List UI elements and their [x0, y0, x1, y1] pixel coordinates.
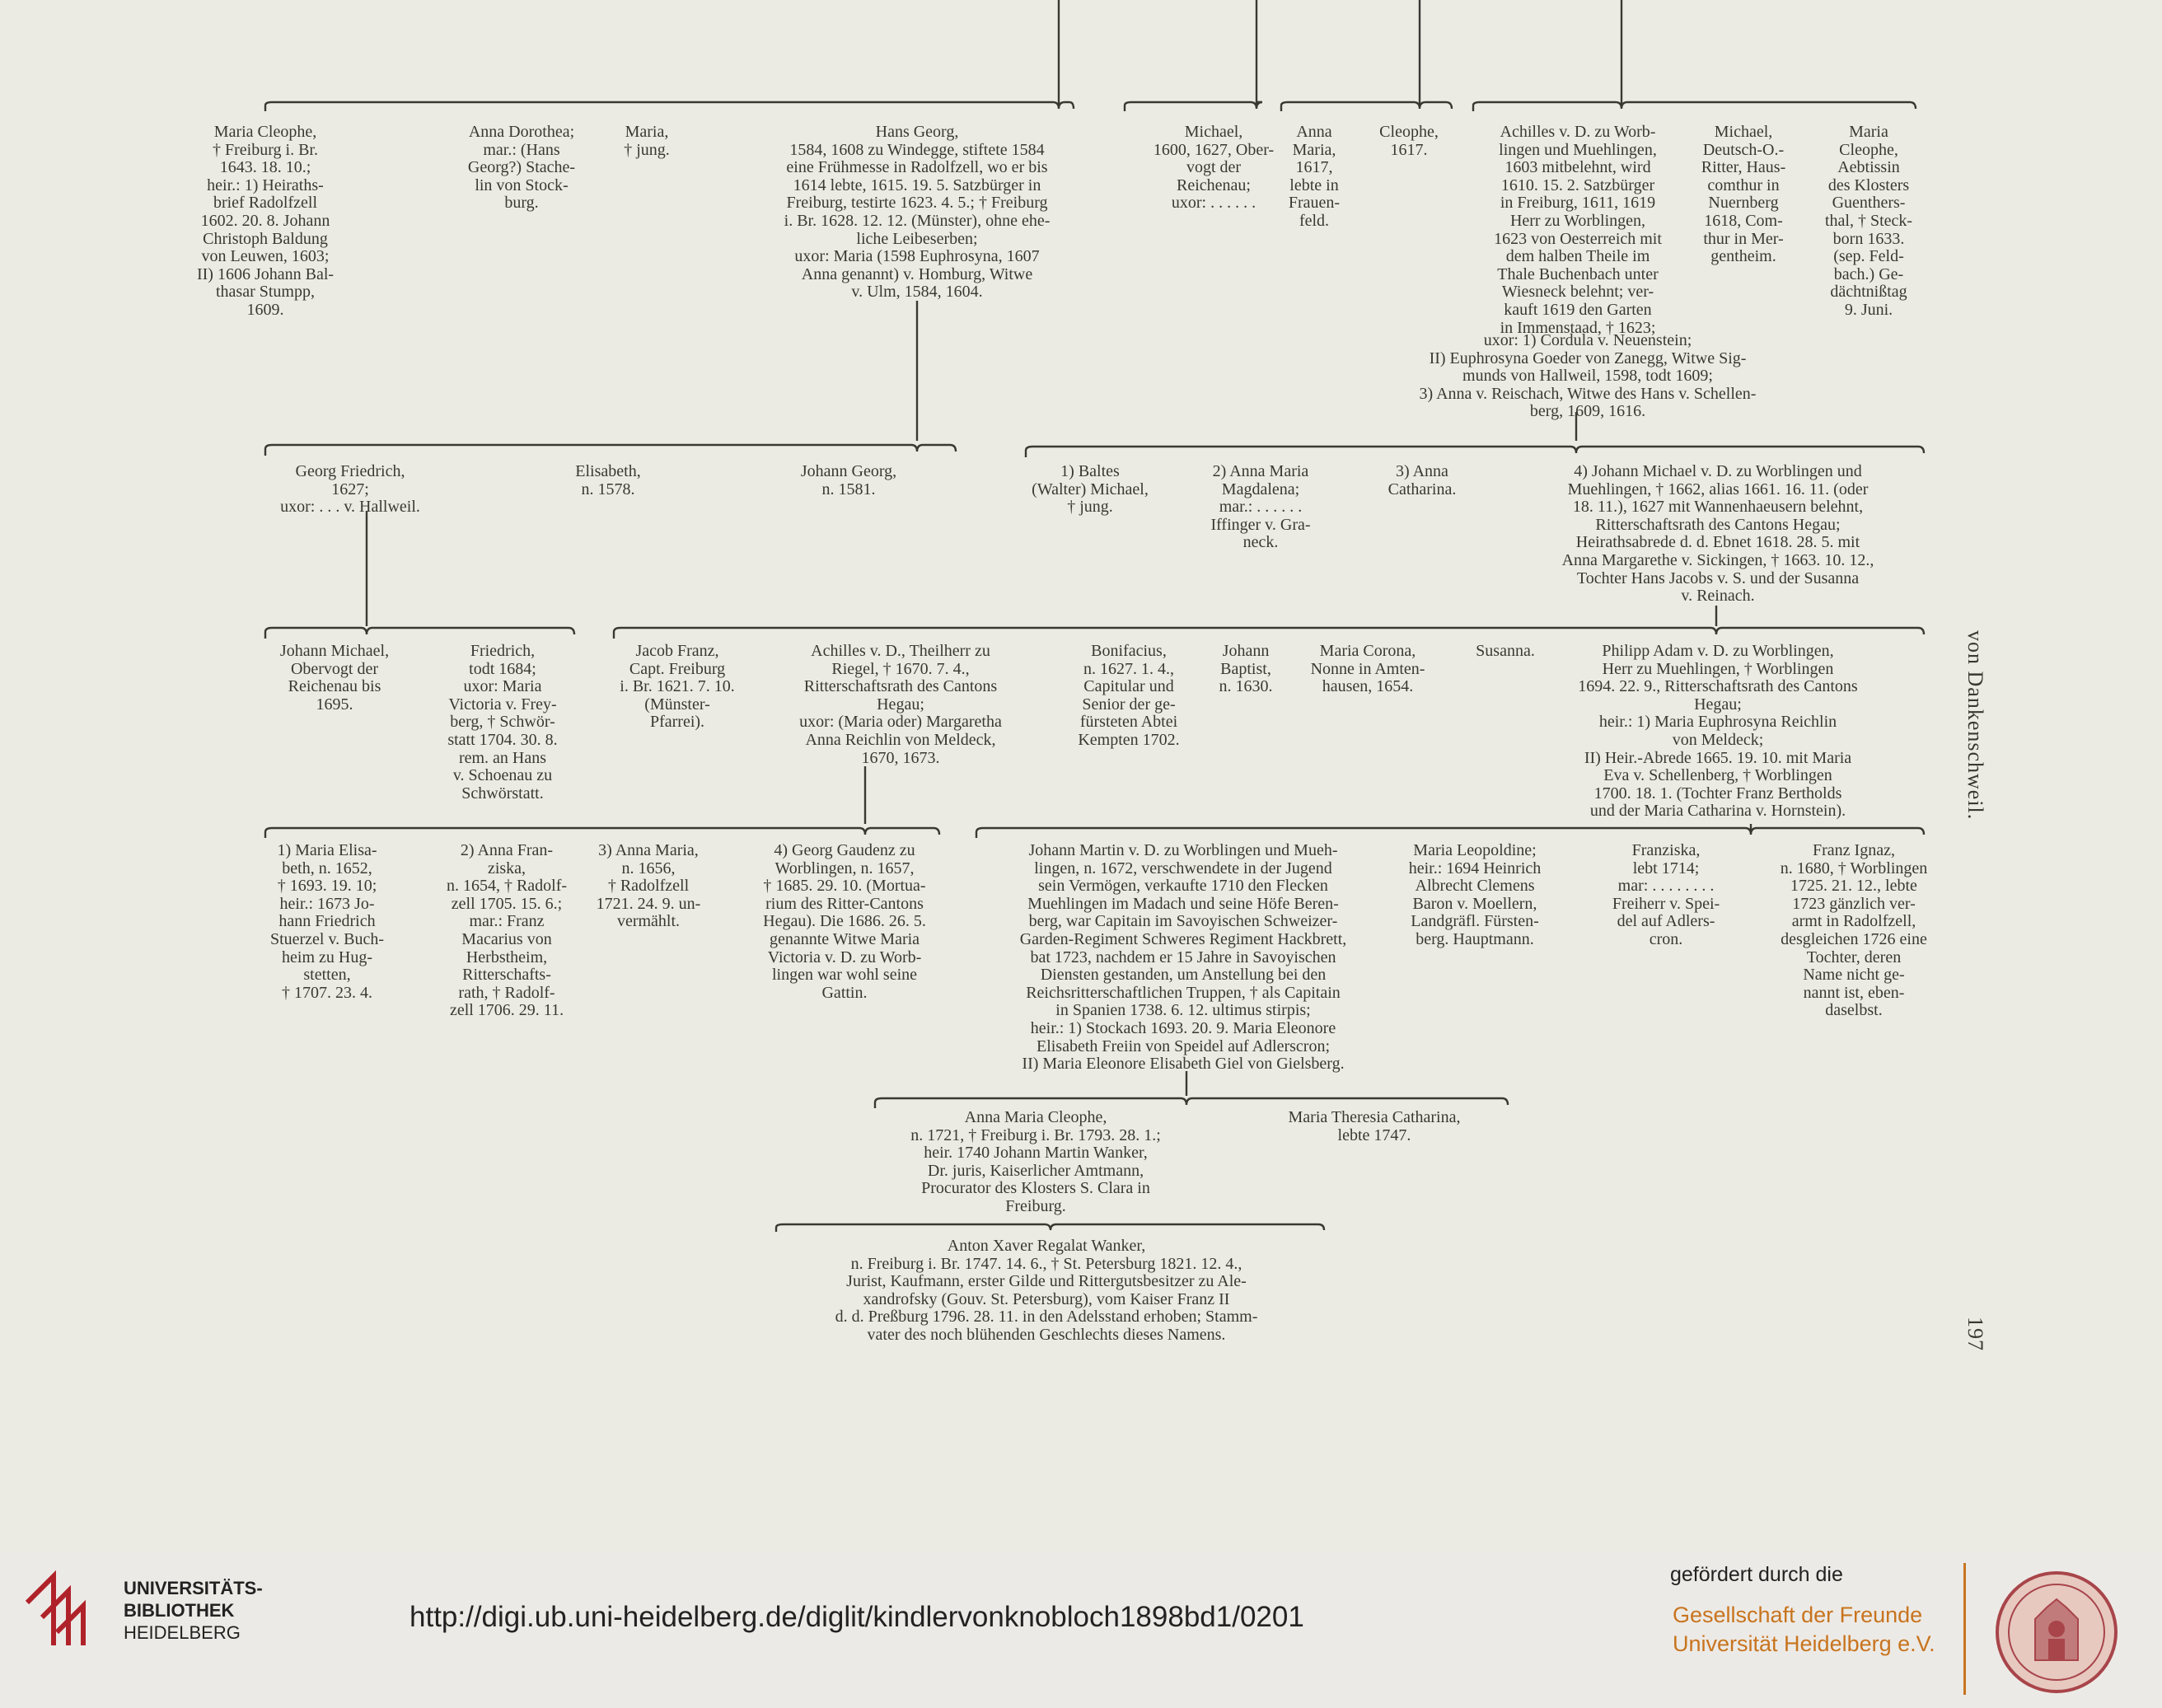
entry-text-line: Friedrich,	[470, 642, 536, 660]
entry-text-line: Maria	[1849, 123, 1888, 141]
entry-text-line: rem. an Hans	[458, 748, 547, 767]
entry-text-line: kauft 1619 den Garten	[1504, 300, 1652, 319]
entry-text-line: n. 1654, † Radolf-	[446, 877, 568, 896]
entry-text-line: Reichenau;	[1177, 175, 1251, 194]
entry-text-line: vermählt.	[616, 912, 681, 931]
entry-text-line: Iffinger v. Gra-	[1210, 515, 1311, 534]
entry-text-line: ziska,	[487, 859, 526, 877]
entry-text-line: II) Heir.-Abrede 1665. 19. 10. mit Maria	[1584, 748, 1852, 767]
entry-text-line: Maria,	[1292, 140, 1336, 159]
gen1-entry-7	[1379, 124, 1439, 159]
entry-text-line: (sep. Feld-	[1833, 247, 1904, 266]
gen4-entry-5	[1020, 842, 1347, 1074]
gen3-entry-3	[620, 643, 734, 732]
entry-text-line: zell 1706. 29. 11.	[449, 1001, 564, 1020]
entry-text-line: Anna Margarethe v. Sickingen, † 1663. 10. 12.,	[1561, 550, 1874, 569]
entry-text-line: beth, n. 1652,	[282, 859, 372, 877]
entry-text-line: lebte in	[1289, 175, 1339, 194]
entry-text-line: armt in Radolfzell,	[1791, 912, 1916, 931]
gen5-entry-1	[910, 1109, 1161, 1216]
gen2-entry-4	[1032, 463, 1149, 517]
entry-text-line: 1610. 15. 2. Satzbürger	[1500, 175, 1655, 194]
gen4-entry-1	[270, 842, 384, 1002]
entry-text-line: Achilles v. D. zu Worb-	[1500, 123, 1656, 141]
entry-text-line: thasar Stumpp,	[215, 283, 315, 302]
entry-text-line: dächtnißtag	[1830, 283, 1907, 302]
entry-text-line: lingen war wohl seine	[771, 966, 918, 985]
entry-text-line: berg. Hauptmann.	[1416, 929, 1534, 948]
entry-text-line: heir.: 1) Stockach 1693. 20. 9. Maria Eleonore	[1030, 1018, 1336, 1037]
entry-text-line: todt 1684;	[469, 659, 536, 678]
entry-text-line: II) Maria Eleonore Elisabeth Giel von Gielsberg.	[1022, 1055, 1345, 1074]
entry-text-line: burg.	[504, 194, 539, 213]
entry-text-line: Herr zu Muehlingen, † Worblingen	[1602, 659, 1834, 678]
entry-text-line: Maria Cleophe,	[213, 123, 317, 141]
entry-text-line: † Radolfzell	[607, 877, 690, 896]
entry-text-line: Thale Buchenbach unter	[1497, 264, 1659, 283]
entry-text-line: stetten,	[303, 966, 351, 985]
entry-text-line: 1723 gänzlich ver-	[1792, 894, 1916, 913]
entry-text-line: in Freiburg, 1611, 1619	[1500, 194, 1656, 213]
entry-text-line: Baptist,	[1220, 659, 1271, 678]
footer-bar	[0, 1553, 2162, 1708]
entry-text-line: mar.: . . . . . .	[1219, 498, 1303, 517]
entry-text-line: heir.: 1673 Jo-	[279, 894, 375, 913]
gen6-entry-1	[835, 1238, 1258, 1345]
entry-text-line: Hegau;	[1694, 695, 1742, 714]
entry-text-line: Maria Leopoldine;	[1413, 841, 1537, 859]
side-title: von Dankenschweil.	[1963, 630, 1987, 821]
entry-text-line: Maria,	[625, 123, 669, 141]
entry-text-line: Victoria v. D. zu Worb-	[767, 948, 922, 966]
entry-text-line: Franz Ignaz,	[1813, 841, 1895, 859]
entry-text-line: Heirathsabrede d. d. Ebnet 1618. 28. 5. mit	[1575, 533, 1860, 552]
entry-text-line: des Klosters	[1827, 175, 1910, 194]
entry-text-line: Michael,	[1184, 123, 1243, 141]
entry-text-line: lin von Stock-	[475, 175, 569, 194]
entry-text-line: Baron v. Moellern,	[1412, 894, 1537, 913]
entry-text-line: Anna Maria Cleophe,	[964, 1108, 1107, 1126]
entry-text-line: Susanna.	[1476, 642, 1535, 660]
entry-text-line: II) Euphrosyna Goeder von Zanegg, Witwe Sig-	[1429, 349, 1747, 367]
entry-text-line: n. 1627. 1. 4.,	[1083, 659, 1174, 678]
entry-text-line: Maria Theresia Catharina,	[1288, 1108, 1461, 1126]
entry-text-line: n. 1680, † Worblingen	[1780, 859, 1928, 877]
entry-text-line: Diensten gestanden, um Anstellung bei den	[1040, 966, 1327, 985]
entry-text-line: Reichenau bis	[288, 677, 381, 696]
entry-text-line: lebt 1714;	[1632, 859, 1700, 877]
entry-text-line: † 1693. 19. 10;	[277, 877, 377, 896]
entry-text-line: Capt. Freiburg	[629, 659, 726, 678]
entry-text-line: Johann Georg,	[800, 462, 897, 480]
entry-text-line: nannt ist, eben-	[1803, 983, 1905, 1002]
entry-text-line: thur in Mer-	[1703, 229, 1784, 248]
entry-text-line: mar.: Franz	[469, 912, 545, 931]
entry-text-line: 1617,	[1295, 158, 1333, 177]
entry-text-line: Eva v. Schellenberg, † Worblingen	[1603, 766, 1832, 785]
entry-text-line: sein Vermögen, verkaufte 1710 den Flecken	[1038, 877, 1328, 896]
entry-text-line: eine Frühmesse in Radolfzell, wo er bis	[786, 158, 1048, 177]
entry-text-line: 2) Anna Fran-	[460, 841, 554, 859]
entry-text-line: in Spanien 1738. 6. 12. ultimus stirpis;	[1055, 1001, 1311, 1020]
entry-text-line: bach.) Ge-	[1833, 264, 1904, 283]
entry-text-line: n. Freiburg i. Br. 1747. 14. 6., † St. Petersburg 1821. 12. 4.,	[850, 1254, 1242, 1273]
entry-text-line: Landgräfl. Fürsten-	[1411, 912, 1539, 931]
entry-text-line: Schwörstatt.	[461, 784, 544, 803]
entry-text-line: uxor: Maria (1598 Euphrosyna, 1607	[794, 247, 1040, 266]
entry-text-line: Johann	[1222, 642, 1270, 660]
entry-text-line: heir.: 1694 Heinrich	[1408, 859, 1542, 877]
entry-text-line: berg, † Schwör-	[450, 713, 555, 732]
entry-text-line: berg, war Capitain im Savoyischen Schweizer-	[1028, 912, 1338, 931]
entry-text-line: Muehlingen, † 1662, alias 1661. 16. 11. (oder	[1567, 480, 1869, 498]
gen3-entry-2	[447, 643, 557, 803]
entry-text-line: Tochter, deren	[1806, 948, 1902, 966]
entry-text-line: Stuerzel v. Buch-	[269, 929, 385, 948]
entry-text-line: 9. Juni.	[1844, 300, 1893, 319]
entry-text-line: Georg?) Stache-	[467, 158, 576, 177]
entry-text-line: Cleophe,	[1379, 123, 1439, 141]
entry-text-line: † Freiburg i. Br.	[213, 140, 318, 159]
entry-text-line: Muehlingen im Madach und seine Höfe Beren-	[1027, 894, 1339, 913]
entry-text-line: d. d. Preßburg 1796. 28. 11. in den Adelsstand erhoben; Stamm-	[835, 1308, 1258, 1327]
entry-text-line: fürsteten Abtei	[1079, 713, 1178, 732]
gen1-entry-3	[624, 124, 670, 159]
entry-text-line: bat 1723, nachdem er 15 Jahre in Savoyischen	[1030, 948, 1336, 966]
entry-text-line: (Münster-	[644, 695, 710, 714]
gen1-entry-8	[1494, 124, 1662, 337]
entry-text-line: Victoria v. Frey-	[448, 695, 557, 714]
entry-text-line: Johann Michael,	[279, 642, 390, 660]
entry-text-line: n. 1656,	[621, 859, 676, 877]
entry-text-line: Ritter, Haus-	[1701, 158, 1786, 177]
entry-text-line: feld.	[1299, 211, 1330, 230]
gen1-entry-9	[1420, 332, 1757, 421]
entry-text-line: Elisabeth Freiin von Speidel auf Adlerscron;	[1036, 1036, 1331, 1055]
entry-text-line: del auf Adlers-	[1617, 912, 1715, 931]
library-name-line3: HEIDELBERG	[124, 1622, 241, 1643]
entry-text-line: Obervogt der	[290, 659, 379, 678]
gen3-entry-1	[280, 643, 389, 714]
entry-text-line: Guenthers-	[1832, 194, 1906, 213]
entry-text-line: 1643. 18. 10.;	[219, 158, 311, 177]
gen1-entry-2	[468, 124, 575, 213]
entry-text-line: 1602. 20. 8. Johann	[200, 211, 330, 230]
sponsor-name-line2: Universität Heidelberg e.V.	[1673, 1631, 1935, 1656]
entry-text-line: 3) Anna	[1396, 462, 1448, 480]
entry-text-line: lebte 1747.	[1337, 1125, 1411, 1144]
entry-text-line: Anna genannt) v. Homburg, Witwe	[801, 264, 1033, 283]
entry-text-line: gentheim.	[1710, 247, 1776, 266]
entry-text-line: 1609.	[246, 300, 284, 319]
entry-text-line: Worblingen, n. 1657,	[774, 859, 915, 877]
gen1-entry-10	[1701, 124, 1786, 266]
entry-text-line: Magdalena;	[1221, 480, 1300, 498]
entry-text-line: berg, 1609, 1616.	[1529, 402, 1646, 421]
entry-text-line: n. 1578.	[581, 480, 635, 498]
entry-text-line: Anna Reichlin von Meldeck,	[805, 730, 996, 749]
entry-text-line: Hegau). Die 1686. 26. 5.	[763, 912, 926, 931]
entry-text-line: Riegel, † 1670. 7. 4.,	[831, 659, 970, 678]
entry-text-line: mar: . . . . . . . .	[1617, 877, 1715, 896]
gen3-entry-9	[1578, 643, 1857, 821]
entry-text-line: Michael,	[1714, 123, 1773, 141]
entry-text-line: Herbstheim,	[466, 948, 548, 966]
entry-text-line: Pfarrei).	[649, 713, 705, 732]
entry-text-line: Name nicht ge-	[1803, 966, 1905, 985]
entry-text-line: Catharina.	[1388, 480, 1457, 498]
gen4-entry-2	[447, 842, 567, 1020]
entry-text-line: Kempten 1702.	[1078, 730, 1180, 749]
gen2-entry-2	[575, 463, 640, 498]
gen1-entry-6	[1289, 124, 1340, 231]
library-name-line1: UNIVERSITÄTS-	[124, 1578, 263, 1598]
entry-text-line: 1670, 1673.	[861, 748, 940, 767]
entry-text-line: 1614 lebte, 1615. 19. 5. Satzbürger in	[793, 175, 1041, 194]
entry-text-line: 1694. 22. 9., Ritterschaftsrath des Cantons	[1578, 677, 1858, 696]
entry-text-line: Philipp Adam v. D. zu Worblingen,	[1602, 642, 1834, 660]
gen1-entry-5	[1154, 124, 1274, 213]
entry-text-line: 4) Johann Michael v. D. zu Worblingen und	[1574, 462, 1862, 480]
library-name-line2: BIBLIOTHEK	[124, 1600, 235, 1621]
entry-text-line: Hans Georg,	[875, 123, 959, 141]
entry-text-line: in Immenstaad, † 1623;	[1500, 318, 1656, 337]
entry-text-line: n. 1630.	[1219, 677, 1273, 696]
entry-text-line: genannte Witwe Maria	[769, 929, 920, 948]
entry-text-line: heir.: 1) Maria Euphrosyna Reichlin	[1598, 713, 1837, 732]
entry-text-line: dem halben Theile im	[1505, 247, 1650, 266]
entry-text-line: uxor: . . . v. Hallweil.	[280, 498, 420, 517]
gen4-entry-3	[597, 842, 701, 931]
university-seal-icon	[1994, 1570, 2119, 1695]
entry-text-line: liche Leibeserben;	[856, 229, 978, 248]
entry-text-line: Elisabeth,	[575, 462, 641, 480]
entry-text-line: uxor: 1) Cordula v. Neuenstein;	[1483, 331, 1692, 349]
entry-text-line: Procurator des Klosters S. Clara in	[921, 1179, 1150, 1198]
entry-text-line: (Walter) Michael,	[1032, 480, 1149, 498]
gen3-entry-5	[1078, 643, 1179, 750]
entry-text-line: 1584, 1608 zu Windegge, stiftete 1584	[789, 140, 1045, 159]
entry-text-line: n. 1581.	[821, 480, 876, 498]
entry-text-line: uxor: . . . . . .	[1171, 194, 1256, 213]
entry-text-line: heim zu Hug-	[282, 948, 372, 966]
entry-text-line: uxor: Maria	[463, 677, 542, 696]
entry-text-line: hann Friedrich	[278, 912, 376, 931]
entry-text-line: vogt der	[1186, 158, 1242, 177]
gen1-entry-11	[1825, 124, 1912, 320]
entry-text-line: rium des Ritter-Cantons	[765, 894, 924, 913]
gen2-entry-1	[280, 463, 420, 517]
entry-text-line: Franziska,	[1631, 841, 1701, 859]
gen4-entry-4	[763, 842, 926, 1002]
entry-text-line: † 1685. 29. 10. (Mortua-	[763, 877, 926, 896]
entry-text-line: mar.: (Hans	[483, 140, 560, 159]
entry-text-line: lingen, n. 1672, verschwendete in der Jugend	[1034, 859, 1332, 877]
entry-text-line: Wiesneck belehnt; ver-	[1501, 283, 1654, 302]
entry-text-line: heir. 1740 Johann Martin Wanker,	[924, 1144, 1148, 1163]
entry-text-line: Capitular und	[1083, 677, 1174, 696]
entry-text-line: Freiburg.	[1005, 1196, 1066, 1215]
entry-text-line: Maria Corona,	[1319, 642, 1416, 660]
entry-text-line: Garden-Regiment Schweres Regiment Hackbrett,	[1019, 929, 1347, 948]
entry-text-line: Nonne in Amten-	[1310, 659, 1425, 678]
entry-text-line: Tochter Hans Jacobs v. S. und der Susanna	[1576, 569, 1860, 587]
entry-text-line: born 1633.	[1832, 229, 1905, 248]
entry-text-line: 1) Baltes	[1060, 462, 1120, 480]
entry-text-line: Aebtissin	[1837, 158, 1900, 177]
entry-text-line: v. Reinach.	[1681, 587, 1755, 606]
entry-text-line: Georg Friedrich,	[295, 462, 405, 480]
entry-text-line: vater des noch blühenden Geschlechts dieses Namens.	[867, 1325, 1226, 1344]
entry-text-line: 1721. 24. 9. un-	[596, 894, 701, 913]
source-url-link[interactable]: http://digi.ub.uni-heidelberg.de/diglit/kindlervonknobloch1898bd1/0201	[409, 1601, 1304, 1633]
entry-text-line: 1623 von Oesterreich mit	[1494, 229, 1662, 248]
entry-text-line: Reichsritterschaftlichen Truppen, † als Capitain	[1026, 983, 1341, 1002]
entry-text-line: Dr. juris, Kaiserlicher Amtmann,	[927, 1161, 1144, 1180]
entry-text-line: Albrecht Clemens	[1415, 877, 1535, 896]
entry-text-line: 18. 11.), 1627 mit Wannenhaeusern belehnt,	[1572, 498, 1864, 517]
entry-text-line: Ritterschaftsrath des Cantons	[803, 677, 998, 696]
entry-text-line: Anna	[1296, 123, 1332, 141]
entry-text-line: Jacob Franz,	[635, 642, 719, 660]
entry-text-line: Anna Dorothea;	[468, 123, 575, 141]
entry-text-line: xandrofsky (Gouv. St. Petersburg), vom Kaiser Franz II	[863, 1289, 1230, 1308]
entry-text-line: Nuernberg	[1708, 194, 1779, 213]
library-logo-icon	[21, 1570, 113, 1652]
entry-text-line: comthur in	[1707, 175, 1780, 194]
entry-text-line: uxor: (Maria oder) Margaretha	[799, 713, 1002, 732]
entry-text-line: v. Schoenau zu	[452, 766, 553, 785]
entry-text-line: brief Radolfzell	[213, 194, 318, 213]
entry-text-line: 1) Maria Elisa-	[277, 841, 377, 859]
entry-text-line: Jurist, Kaufmann, erster Gilde und Rittergutsbesitzer zu Ale-	[846, 1272, 1247, 1291]
entry-text-line: 1627;	[331, 480, 369, 498]
entry-text-line: Hegau;	[877, 695, 924, 714]
gen2-entry-3	[801, 463, 896, 498]
entry-text-line: 1695.	[316, 695, 353, 714]
entry-text-line: und der Maria Catharina v. Hornstein).	[1589, 802, 1846, 821]
entry-text-line: 1700. 18. 1. (Tochter Franz Bertholds	[1593, 784, 1842, 803]
entry-text-line: daselbst.	[1825, 1001, 1883, 1020]
gen2-entry-5	[1210, 463, 1310, 552]
entry-text-line: munds von Hallweil, 1598, todt 1609;	[1462, 367, 1713, 386]
entry-text-line: 4) Georg Gaudenz zu	[774, 841, 915, 859]
gen3-entry-4	[799, 643, 1002, 767]
entry-text-line: lingen und Muehlingen,	[1499, 140, 1657, 159]
entry-text-line: cron.	[1649, 929, 1683, 948]
entry-text-line: Gattin.	[821, 983, 868, 1002]
entry-text-line: Achilles v. D., Theilherr zu	[811, 642, 990, 660]
gen3-entry-7	[1311, 643, 1425, 696]
gen3-entry-8	[1476, 643, 1535, 661]
gen4-entry-7	[1612, 842, 1720, 949]
entry-text-line: 1603 mitbelehnt, wird	[1505, 158, 1651, 177]
entry-text-line: thal, † Steck-	[1824, 211, 1913, 230]
entry-text-line: Christoph Baldung	[203, 229, 328, 248]
sponsor-intro: gefördert durch die	[1670, 1563, 1843, 1586]
gen2-entry-7	[1562, 463, 1874, 606]
entry-text-line: Ritterschaftsrath des Cantons Hegau;	[1595, 515, 1841, 534]
entry-text-line: hausen, 1654.	[1322, 677, 1414, 696]
footer-divider	[1963, 1563, 1966, 1695]
gen5-entry-2	[1289, 1109, 1461, 1144]
entry-text-line: neck.	[1242, 533, 1279, 552]
entry-text-line: 1600, 1627, Ober-	[1153, 140, 1275, 159]
entry-text-line: † jung.	[624, 140, 670, 159]
entry-text-line: Freiherr v. Spei-	[1612, 894, 1720, 913]
entry-text-line: rath, † Radolf-	[458, 983, 555, 1002]
entry-text-line: Cleophe,	[1839, 140, 1898, 159]
entry-text-line: II) 1606 Johann Bal-	[196, 264, 335, 283]
entry-text-line: von Meldeck;	[1672, 730, 1764, 749]
entry-text-line: 2) Anna Maria	[1212, 462, 1309, 480]
gen1-entry-1	[197, 124, 334, 320]
entry-text-line: Freiburg, testirte 1623. 4. 5.; † Freiburg	[786, 194, 1048, 213]
gen2-entry-6	[1388, 463, 1457, 498]
entry-text-line: 1617.	[1390, 140, 1428, 159]
page-number: 197	[1963, 1317, 1987, 1351]
gen1-entry-4	[784, 124, 1051, 302]
entry-text-line: † 1707. 23. 4.	[281, 983, 372, 1002]
entry-text-line: Herr zu Worblingen,	[1509, 211, 1646, 230]
gen3-entry-6	[1219, 643, 1273, 696]
entry-text-line: Bonifacius,	[1091, 642, 1167, 660]
entry-text-line: Deutsch-O.-	[1702, 140, 1785, 159]
entry-text-line: desgleichen 1726 eine	[1781, 929, 1927, 948]
entry-text-line: Macarius von	[461, 929, 552, 948]
entry-text-line: von Leuwen, 1603;	[201, 247, 330, 266]
entry-text-line: 3) Anna v. Reischach, Witwe des Hans v. Schellen-	[1419, 384, 1757, 403]
entry-text-line: Frauen-	[1288, 194, 1341, 213]
entry-text-line: † jung.	[1067, 498, 1113, 517]
entry-text-line: 1725. 21. 12., lebte	[1790, 877, 1917, 896]
entry-text-line: Ritterschafts-	[462, 966, 551, 985]
entry-text-line: zell 1705. 15. 6.;	[451, 894, 563, 913]
entry-text-line: Johann Martin v. D. zu Worblingen und Mueh-	[1028, 841, 1338, 859]
entry-text-line: 1618, Com-	[1704, 211, 1783, 230]
entry-text-line: i. Br. 1628. 12. 12. (Münster), ohne ehe-	[784, 211, 1051, 230]
entry-text-line: 3) Anna Maria,	[598, 841, 699, 859]
entry-text-line: v. Ulm, 1584, 1604.	[851, 283, 983, 302]
entry-text-line: heir.: 1) Heiraths-	[207, 175, 324, 194]
sponsor-name-line1: Gesellschaft der Freunde	[1673, 1603, 1923, 1627]
entry-text-line: statt 1704. 30. 8.	[447, 730, 558, 749]
entry-text-line: Senior der ge-	[1082, 695, 1176, 714]
entry-text-line: i. Br. 1621. 7. 10.	[620, 677, 735, 696]
gen4-entry-6	[1409, 842, 1542, 949]
entry-text-line: n. 1721, † Freiburg i. Br. 1793. 28. 1.;	[910, 1125, 1161, 1144]
gen4-entry-8	[1781, 842, 1928, 1020]
entry-text-line: Anton Xaver Regalat Wanker,	[947, 1237, 1146, 1255]
